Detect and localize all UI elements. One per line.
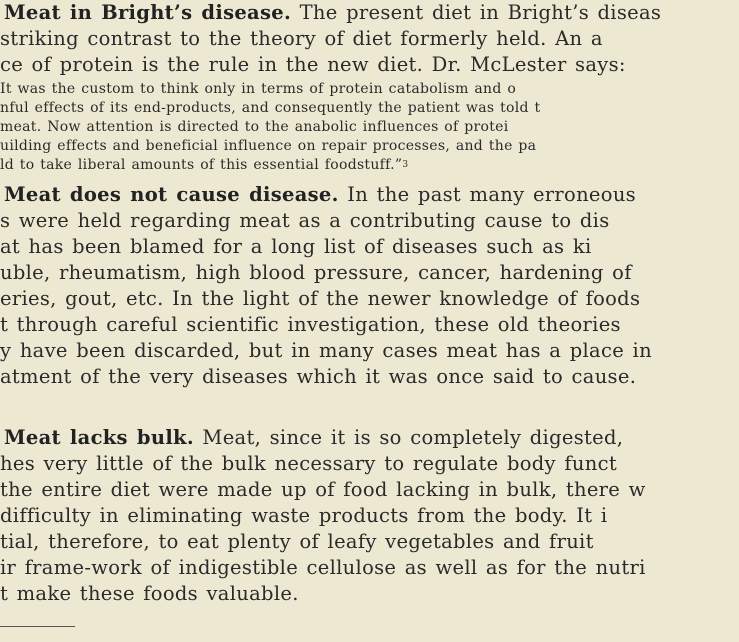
text-line: s were held regarding meat as a contributing cause to dis	[0, 209, 610, 232]
quote-line	[0, 156, 739, 175]
text-line: y have been discarded, but in many cases meat has a place in	[0, 339, 652, 362]
text-line: hes very little of the bulk necessary to regulate body funct	[0, 452, 617, 475]
text-run: Meat, since it is so completely digested,	[193, 426, 624, 449]
text-line: ce of protein is the rule in the new diet. Dr. McLester says:	[0, 53, 626, 76]
paragraph-heading: Meat in Bright’s disease.	[4, 1, 292, 24]
text-line: striking contrast to the theory of diet formerly held. An a	[0, 27, 603, 50]
quote-line: uilding effects and beneficial influence on repair processes, and the pa	[0, 138, 537, 154]
paragraph-heading: Meat lacks bulk.	[4, 426, 194, 449]
paragraph-heading: Meat does not cause disease.	[4, 183, 339, 206]
text-line: tial, therefore, to eat plenty of leafy vegetables and fruit	[0, 530, 594, 553]
paragraph-brights-disease	[0, 0, 739, 78]
text-line: eries, gout, etc. In the light of the newer knowledge of foods	[0, 287, 641, 310]
text-run: The present diet in Bright’s diseas	[291, 1, 662, 24]
text-line	[0, 182, 739, 208]
text-line: difficulty in eliminating waste products from the body. It i	[0, 504, 608, 527]
quote-line: meat. Now attention is directed to the anabolic influences of protei	[0, 119, 509, 135]
text-line: t make these foods valuable.	[0, 582, 299, 605]
paragraph-meat-not-cause-disease	[0, 182, 739, 390]
text-line: the entire diet were made up of food lacking in bulk, there w	[0, 478, 646, 501]
quote-line: nful effects of its end-products, and consequently the patient was told t	[0, 100, 541, 116]
paragraph-meat-lacks-bulk	[0, 425, 739, 607]
text-line: ir frame-work of indigestible cellulose as well as for the nutri	[0, 556, 646, 579]
text-line: at has been blamed for a long list of diseases such as ki	[0, 235, 592, 258]
footnote-marker: 3	[402, 160, 409, 170]
text-run: In the past many erroneous	[338, 183, 636, 206]
text-line: atment of the very diseases which it was once said to cause.	[0, 365, 637, 388]
text-line	[0, 425, 739, 451]
text-run: ld to take liberal amounts of this essential foodstuff.”	[0, 157, 403, 173]
block-quote	[0, 80, 739, 175]
text-line: t through careful scientific investigation, these old theories	[0, 313, 621, 336]
quote-line: It was the custom to think only in terms of protein catabolism and o	[0, 81, 517, 97]
footnote-divider	[0, 626, 75, 627]
text-line	[0, 0, 739, 26]
text-line: uble, rheumatism, high blood pressure, cancer, hardening of	[0, 261, 632, 284]
